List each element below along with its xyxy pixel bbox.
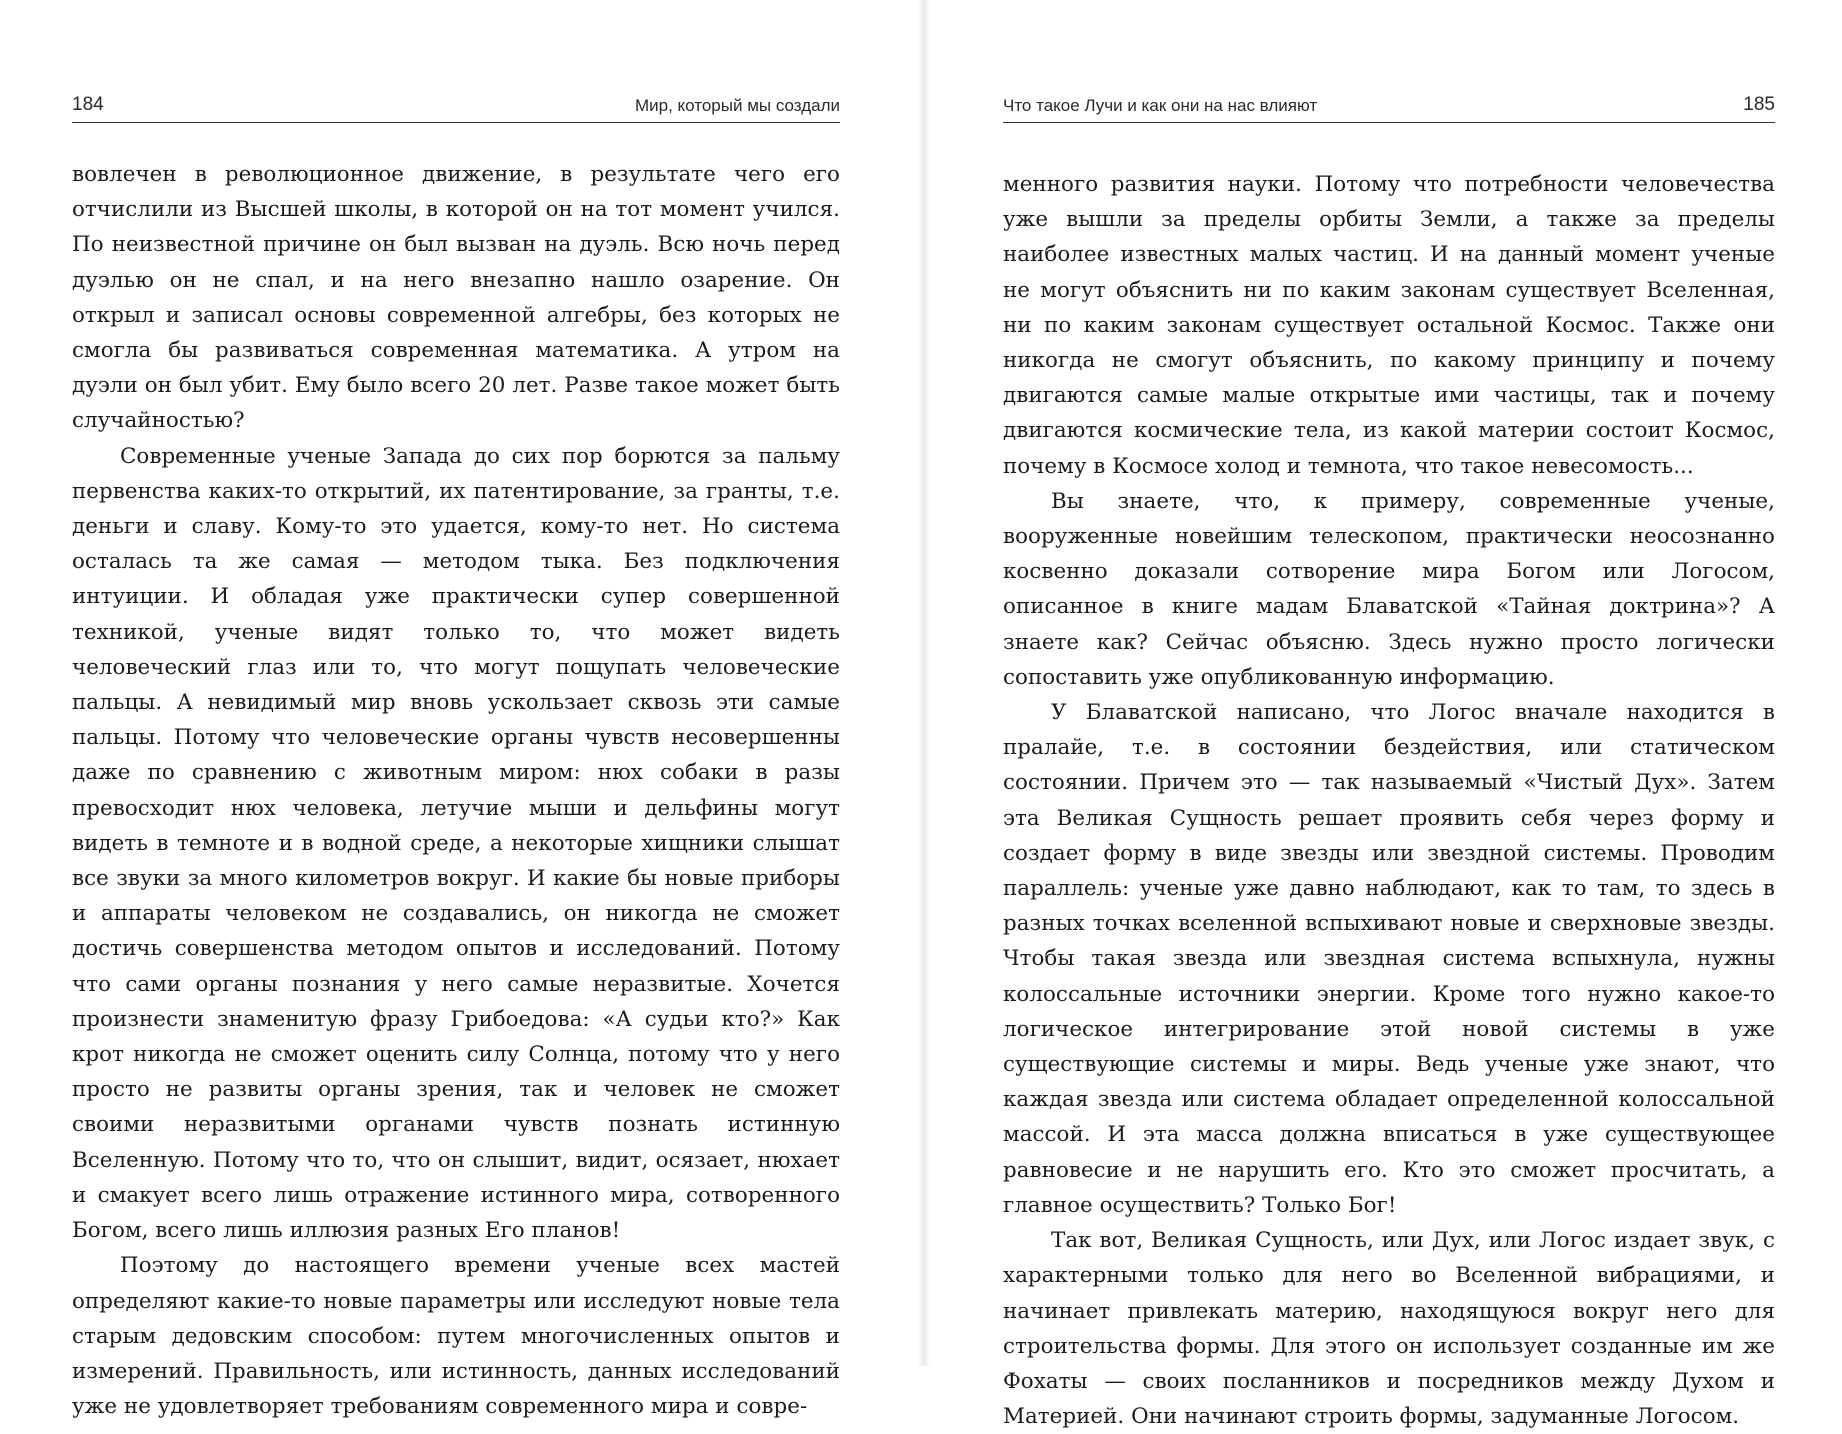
right-body-text [1003,167,1775,1434]
left-running-title: Мир, который мы создали [634,96,840,115]
paragraph: вовлечен в революционное движение, в результате чего его отчислили из Высшей школы, в которой он на тот момент учился. По неизвестной причине он был вызван на дуэль. Всю ночь перед дуэлью он не спал, и на него внезапно нашло озарение. Он открыл и записал основы современной алгебры, без которых не смогла бы развиваться современная математика. А утром на дуэли он был убит. Ему было всего 20 лет. Разве такое может быть случайностью? [72,162,840,434]
paragraph: Вы знаете, что, к примеру, современные ученые, вооруженные новейшим телескопом, практически неосознанно косвенно доказали сотворение мира Богом или Логосом, описанное в книге мадам Блаватской «Тайная доктрина»? А знаете как? Сейчас объясню. Здесь нужно просто логически сопоставить уже опубликованную информацию. [1003,488,1775,690]
paragraph: У Блаватской написано, что Логос вначале находится в пралайе, т.е. в состоянии бездействия, или статическом состоянии. Причем это — так называемый «Чистый Дух». Затем эта Великая Сущность решает проявить себя через форму и создает форму в виде звезды или звездной системы. Проводим параллель: ученые уже давно наблюдают, как то там, то здесь в разных точках вселенной вспыхивают новые и сверхновые звезды. Чтобы такая звезда или звездная система вспыхнула, нужны колоссальные источники энергии. Кроме того нужно какое-то логическое интегрирование этой новой системы в уже существующие системы и миры. Ведь ученые уже знают, что каждая звезда или система обладает определенной колоссальной массой. И эта масса должна вписаться в уже существующее равновесие и не нарушить его. Кто это сможет просчитать, а главное осуществить? Только Бог! [1003,700,1775,1218]
left-page [72,0,840,1420]
paragraph: Так вот, Великая Сущность, или Дух, или Логос издает звук, с характерными только для него во Вселенной вибрациями, и начинает привлекать материю, находящуюся вокруг него для строительства формы. Для этого он использует созданные им же Фохаты — своих посланников и посредников между Духом и Материей. Они начинают строить формы, задуманные Логосом. [1003,1228,1775,1430]
right-page-number: 185 [1743,94,1775,115]
paragraph: Современные ученые Запада до сих пор борются за пальму первенства каких-то открытий, их патентирование, за гранты, т.е. деньги и славу. Кому-то это удается, кому-то нет. Но система осталась та же самая — методом тыка. Без подключения интуиции. И обладая уже практически супер совершенной техникой, ученые видят только то, что может видеть человеческий глаз или то, что могут пощупать человеческие пальцы. А невидимый мир вновь ускользает сквозь эти самые пальцы. Потому что человеческие органы чувств несовершенны даже по сравнению с животным миром: нюх собаки в разы превосходит нюх человека, летучие мыши и дельфины могут видеть в темноте и в водной среде, а некоторые хищники слышат все звуки за много километров вокруг. И какие бы новые приборы и аппараты человеком не создавались, он никогда не сможет достичь совершенства методом опытов и исследований. Потому что сами органы познания у него самые неразвитые. Хочется произнести знаменитую фразу Грибоедова: «А судьи кто?» Как крот никогда не сможет оценить силу Солнца, потому что у него просто не развиты органы зрения, так и человек не сможет своими неразвитыми органами чувств познать истинную Вселенную. Потому что то, что он слышит, видит, осязает, нюхает и смакует всего лишь отражение истинного мира, сотворенного Богом, всего лишь иллюзия разных Его планов! [72,443,840,1244]
left-page-number: 184 [72,94,104,115]
left-body-text [72,157,840,1424]
right-running-head [1003,86,1775,123]
left-running-head [72,86,840,123]
right-page [1003,0,1775,1430]
paragraph: менного развития науки. Потому что потребности человечества уже вышли за пределы орбиты Земли, а также за пределы наиболее известных малых частиц. И на данный момент ученые не могут объяснить ни по каким законам существует Вселенная, ни по каким законам существует остальной Космос. Также они никогда не смогут объяснить, по какому принципу и почему двигаются самые малые открытые ими частицы, так и почему двигаются космические тела, из какой материи состоит Космос, почему в Космосе холод и темнота, что такое невесомость... [1003,172,1775,479]
book-gutter [918,0,930,1366]
right-running-title: Что такое Лучи и как они на нас влияют [1003,96,1318,115]
paragraph: Поэтому до настоящего времени ученые всех мастей определяют какие-то новые параметры или исследуют новые тела старым дедовским способом: путем многочисленных опытов и измерений. Правильность, или истинность, данных исследований уже не удовлетворяет требованиям современного мира и совре- [72,1253,840,1420]
